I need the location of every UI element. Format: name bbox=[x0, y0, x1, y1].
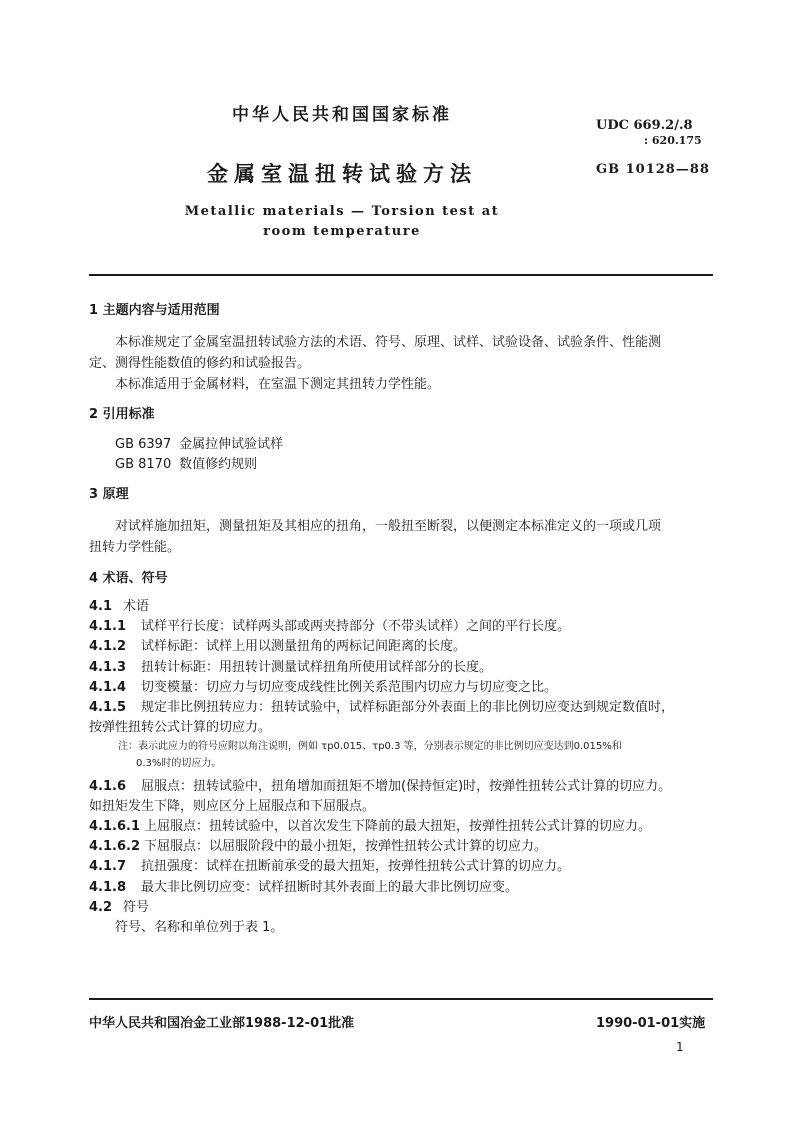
clause-4-1-6-continued: 如扭矩发生下降，则应区分上屈服点和下屈服点。 bbox=[89, 799, 376, 814]
clause-number: 4.1.1 bbox=[89, 619, 127, 634]
section-1-heading: 1 主题内容与适用范围 bbox=[89, 303, 220, 318]
section-3-paragraph-line1: 对试样施加扭矩，测量扭矩及其相应的扭角，一般扭至断裂，以便测定本标准定义的一项或几项 bbox=[115, 519, 662, 534]
clause-4-1-6 bbox=[89, 778, 713, 796]
clause-number: 4.1.4 bbox=[89, 680, 127, 695]
clause-number: 4.1.8 bbox=[89, 880, 127, 895]
footer-rule bbox=[89, 998, 713, 1000]
clause-number: 4.1.6.1 bbox=[89, 819, 140, 834]
clause-number: 4.1.5 bbox=[89, 700, 127, 715]
clause-number: 4.1.6.2 bbox=[89, 839, 140, 854]
clause-4-1-3 bbox=[89, 659, 713, 677]
clause-number: 4.1.6 bbox=[89, 779, 127, 794]
section-1-paragraph-line1: 本标准规定了金属室温扭转试验方法的术语、符号、原理、试样、试验设备、试验条件、性能测 bbox=[115, 335, 662, 350]
clause-text: 规定非比例扭转应力：扭转试验中，试样标距部分外表面上的非比例切应变达到规定数值时， bbox=[141, 700, 675, 715]
reference-item-1 bbox=[89, 436, 739, 454]
clause-number: 4.2 bbox=[89, 900, 113, 915]
section-1-paragraph-line2: 定、测得性能数值的修约和试验报告。 bbox=[89, 356, 311, 371]
clause-4-2-paragraph: 符号、名称和单位列于表 1。 bbox=[115, 920, 284, 935]
clause-number: 4.1 bbox=[89, 599, 113, 614]
clause-text: 试样标距：试样上用以测量扭角的两标记间距离的长度。 bbox=[141, 639, 467, 654]
reference-item-2 bbox=[89, 456, 739, 474]
clause-number: 4.1.3 bbox=[89, 660, 127, 675]
clause-4-1-5-continued: 按弹性扭转公式计算的切应力。 bbox=[89, 720, 272, 735]
clause-title: 术语 bbox=[123, 599, 150, 614]
clause-4-1-6-2 bbox=[89, 838, 713, 856]
title-chinese: 金属室温扭转试验方法 bbox=[207, 162, 477, 186]
clause-text: 下屈服点：以屈服阶段中的最小扭矩，按弹性扭转公式计算的切应力。 bbox=[144, 839, 548, 854]
clause-4-1-2 bbox=[89, 638, 713, 656]
page-number: 1 bbox=[676, 1040, 684, 1054]
clause-4-1-4 bbox=[89, 679, 713, 697]
clause-text: 上屈服点：扭转试验中，以首次发生下降前的最大扭矩，按弹性扭转公式计算的切应力。 bbox=[144, 819, 652, 834]
gb-number: GB 10128—88 bbox=[596, 162, 710, 177]
clause-4-2 bbox=[89, 899, 713, 917]
clause-text: 扭转计标距：用扭转计测量试样扭角所使用试样部分的长度。 bbox=[141, 660, 493, 675]
reference-title: 金属拉伸试验试样 bbox=[179, 437, 284, 452]
udc-code-sub: : 620.175 bbox=[644, 134, 702, 147]
title-english-line1: Metallic materials — Torsion test at bbox=[184, 204, 500, 219]
clause-number: 4.1.2 bbox=[89, 639, 127, 654]
section-3-paragraph-line2: 扭转力学性能。 bbox=[89, 540, 181, 555]
reference-code: GB 8170 bbox=[115, 457, 172, 472]
clause-4-1 bbox=[89, 598, 713, 616]
clause-text: 试样平行长度：试样两头部或两夹持部分（不带头试样）之间的平行长度。 bbox=[141, 619, 571, 634]
clause-4-1-7 bbox=[89, 858, 713, 876]
clause-title: 符号 bbox=[123, 900, 150, 915]
reference-code: GB 6397 bbox=[115, 437, 172, 452]
reference-title: 数值修约规则 bbox=[179, 457, 258, 472]
clause-4-1-5 bbox=[89, 699, 713, 717]
note-line1: 注：表示此应力的符号应附以角注说明，例如 τp0.015、τp0.3 等，分别表示规定的非比例切应变达到0.015%和 bbox=[118, 741, 622, 752]
clause-text: 切变模量：切应力与切应变成线性比例关系范围内切应力与切应变之比。 bbox=[141, 680, 558, 695]
section-1-paragraph-2: 本标准适用于金属材料，在室温下测定其扭转力学性能。 bbox=[115, 377, 441, 392]
title-english-line2: room temperature bbox=[263, 224, 421, 239]
clause-4-1-1 bbox=[89, 618, 713, 636]
section-2-heading: 2 引用标准 bbox=[89, 407, 155, 422]
header-rule bbox=[89, 274, 713, 276]
clause-4-1-6-1 bbox=[89, 818, 713, 836]
approval-statement: 中华人民共和国冶金工业部1988-12-01批准 bbox=[89, 1016, 355, 1031]
section-4-heading: 4 术语、符号 bbox=[89, 571, 168, 586]
clause-text: 抗扭强度：试样在扭断前承受的最大扭矩，按弹性扭转公式计算的切应力。 bbox=[141, 859, 571, 874]
clause-text: 屈服点：扭转试验中，扭角增加而扭矩不增加(保持恒定)时，按弹性扭转公式计算的切应力。 bbox=[141, 779, 672, 794]
section-3-heading: 3 原理 bbox=[89, 487, 129, 502]
note-line2: 0.3%时的切应力。 bbox=[136, 758, 222, 769]
clause-4-1-8 bbox=[89, 879, 713, 897]
standard-name: 中华人民共和国国家标准 bbox=[232, 105, 452, 125]
clause-number: 4.1.7 bbox=[89, 859, 127, 874]
udc-code: UDC 669.2/.8 bbox=[596, 118, 693, 133]
clause-text: 最大非比例切应变：试样扭断时其外表面上的最大非比例切应变。 bbox=[141, 880, 519, 895]
implementation-date: 1990-01-01实施 bbox=[596, 1016, 706, 1031]
